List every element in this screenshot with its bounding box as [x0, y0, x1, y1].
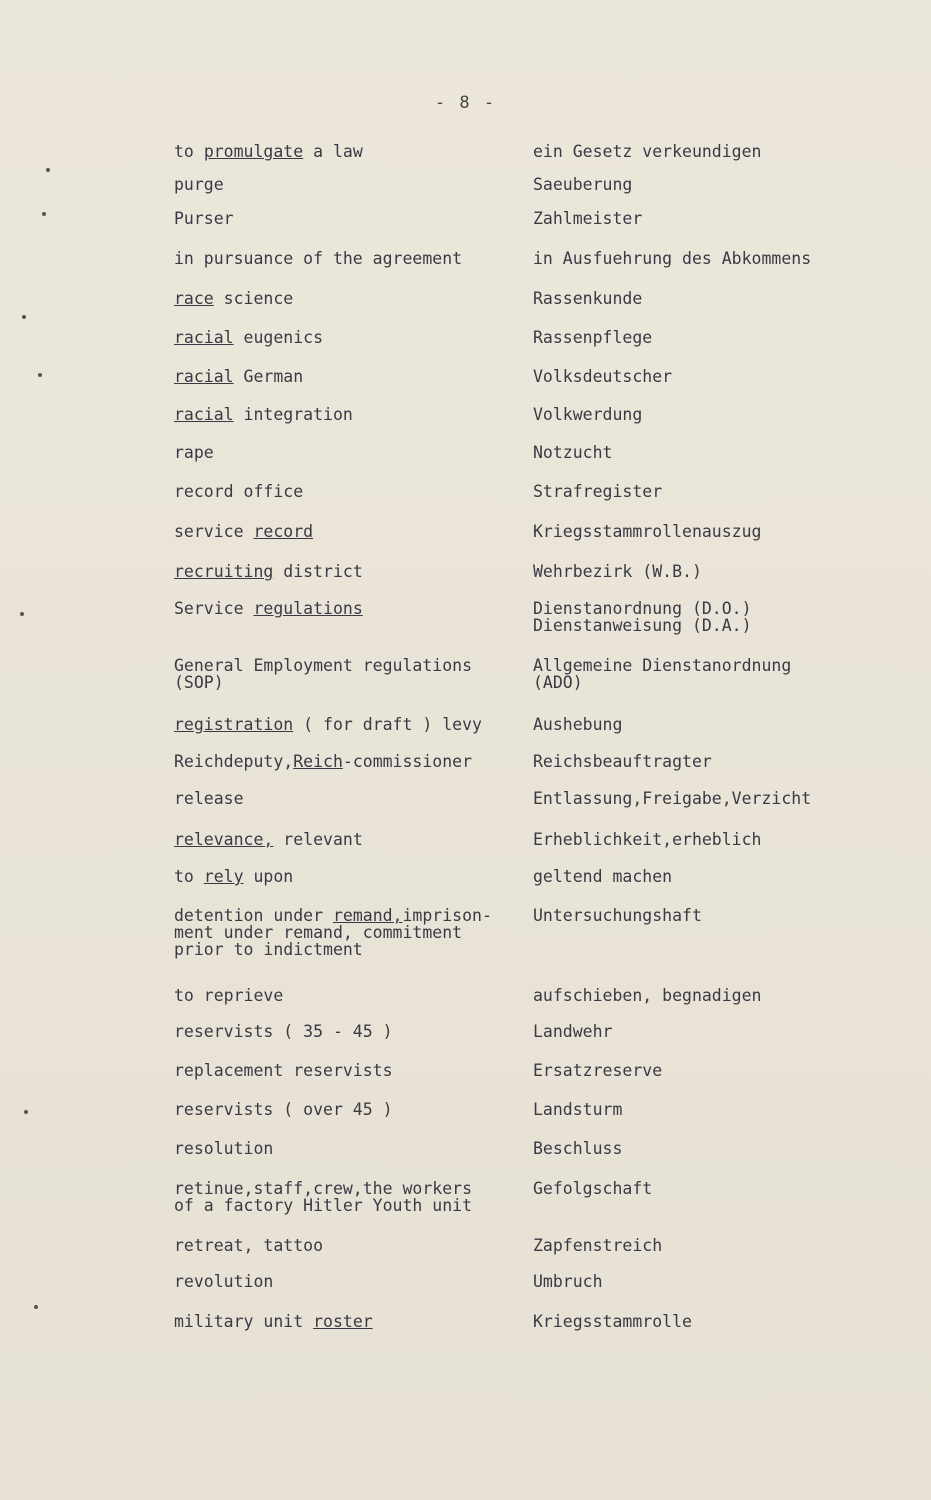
german-term: Reichsbeauftragter: [533, 752, 712, 771]
english-term: racial eugenics: [174, 328, 324, 347]
german-term: Rassenkunde: [533, 289, 643, 308]
german-term: Landwehr: [533, 1022, 613, 1041]
german-term: ein Gesetz verkeundigen: [533, 142, 762, 161]
german-term: Entlassung,Freigabe,Verzicht: [533, 789, 812, 808]
margin-mark: [42, 212, 46, 216]
german-term: Saeuberung: [533, 175, 633, 194]
margin-mark: [24, 1110, 28, 1114]
english-term: General Employment regulations (SOP): [174, 656, 473, 692]
english-term: release: [174, 789, 244, 808]
english-term: to reprieve: [174, 986, 284, 1005]
german-term: Untersuchungshaft: [533, 906, 702, 925]
margin-mark: [22, 315, 26, 319]
german-term: Wehrbezirk (W.B.): [533, 562, 702, 581]
english-term: registration ( for draft ) levy: [174, 715, 482, 734]
english-term: reservists ( 35 - 45 ): [174, 1022, 393, 1041]
german-term: geltend machen: [533, 867, 673, 886]
margin-mark: [38, 373, 42, 377]
german-term: aufschieben, begnadigen: [533, 986, 762, 1005]
english-term: race science: [174, 289, 294, 308]
german-term: Beschluss: [533, 1139, 623, 1158]
english-term: Reichdeputy,Reich-commissioner: [174, 752, 473, 771]
english-term: recruiting district: [174, 562, 363, 581]
margin-mark: [46, 168, 50, 172]
english-term: to rely upon: [174, 867, 294, 886]
german-term: Landsturm: [533, 1100, 623, 1119]
english-term: revolution: [174, 1272, 274, 1291]
german-term: Strafregister: [533, 482, 663, 501]
english-term: to promulgate a law: [174, 142, 363, 161]
margin-mark: [20, 612, 24, 616]
german-term: Zahlmeister: [533, 209, 643, 228]
english-term: rape: [174, 443, 214, 462]
page-number: - 8 -: [434, 93, 497, 113]
english-term: purge: [174, 175, 224, 194]
german-term: Kriegsstammrollenauszug: [533, 522, 762, 541]
english-term: military unit roster: [174, 1312, 373, 1331]
german-term: Kriegsstammrolle: [533, 1312, 692, 1331]
german-term: Ersatzreserve: [533, 1061, 663, 1080]
english-term: retreat, tattoo: [174, 1236, 324, 1255]
english-term: Service regulations: [174, 599, 363, 618]
german-term: Rassenpflege: [533, 328, 653, 347]
german-term: Volkwerdung: [533, 405, 643, 424]
german-term: Dienstanordnung (D.O.) Dienstanweisung (D.A.): [533, 599, 752, 635]
german-term: Umbruch: [533, 1272, 603, 1291]
english-term: relevance, relevant: [174, 830, 363, 849]
german-term: Allgemeine Dienstanordnung (ADO): [533, 656, 792, 692]
english-term: service record: [174, 522, 314, 541]
english-term: replacement reservists: [174, 1061, 393, 1080]
english-term: detention under remand,imprison- ment under remand, commitment prior to indictment: [174, 906, 492, 959]
english-term: racial integration: [174, 405, 353, 424]
margin-mark: [34, 1305, 38, 1309]
english-term: in pursuance of the agreement: [174, 249, 463, 268]
german-term: Notzucht: [533, 443, 613, 462]
german-term: Volksdeutscher: [533, 367, 673, 386]
english-term: record office: [174, 482, 304, 501]
german-term: Erheblichkeit,erheblich: [533, 830, 762, 849]
german-term: Zapfenstreich: [533, 1236, 663, 1255]
english-term: resolution: [174, 1139, 274, 1158]
english-term: racial German: [174, 367, 304, 386]
english-term: Purser: [174, 209, 234, 228]
german-term: Gefolgschaft: [533, 1179, 653, 1198]
german-term: in Ausfuehrung des Abkommens: [533, 249, 812, 268]
english-term: retinue,staff,crew,the workers of a factory Hitler Youth unit: [174, 1179, 473, 1215]
english-term: reservists ( over 45 ): [174, 1100, 393, 1119]
german-term: Aushebung: [533, 715, 623, 734]
